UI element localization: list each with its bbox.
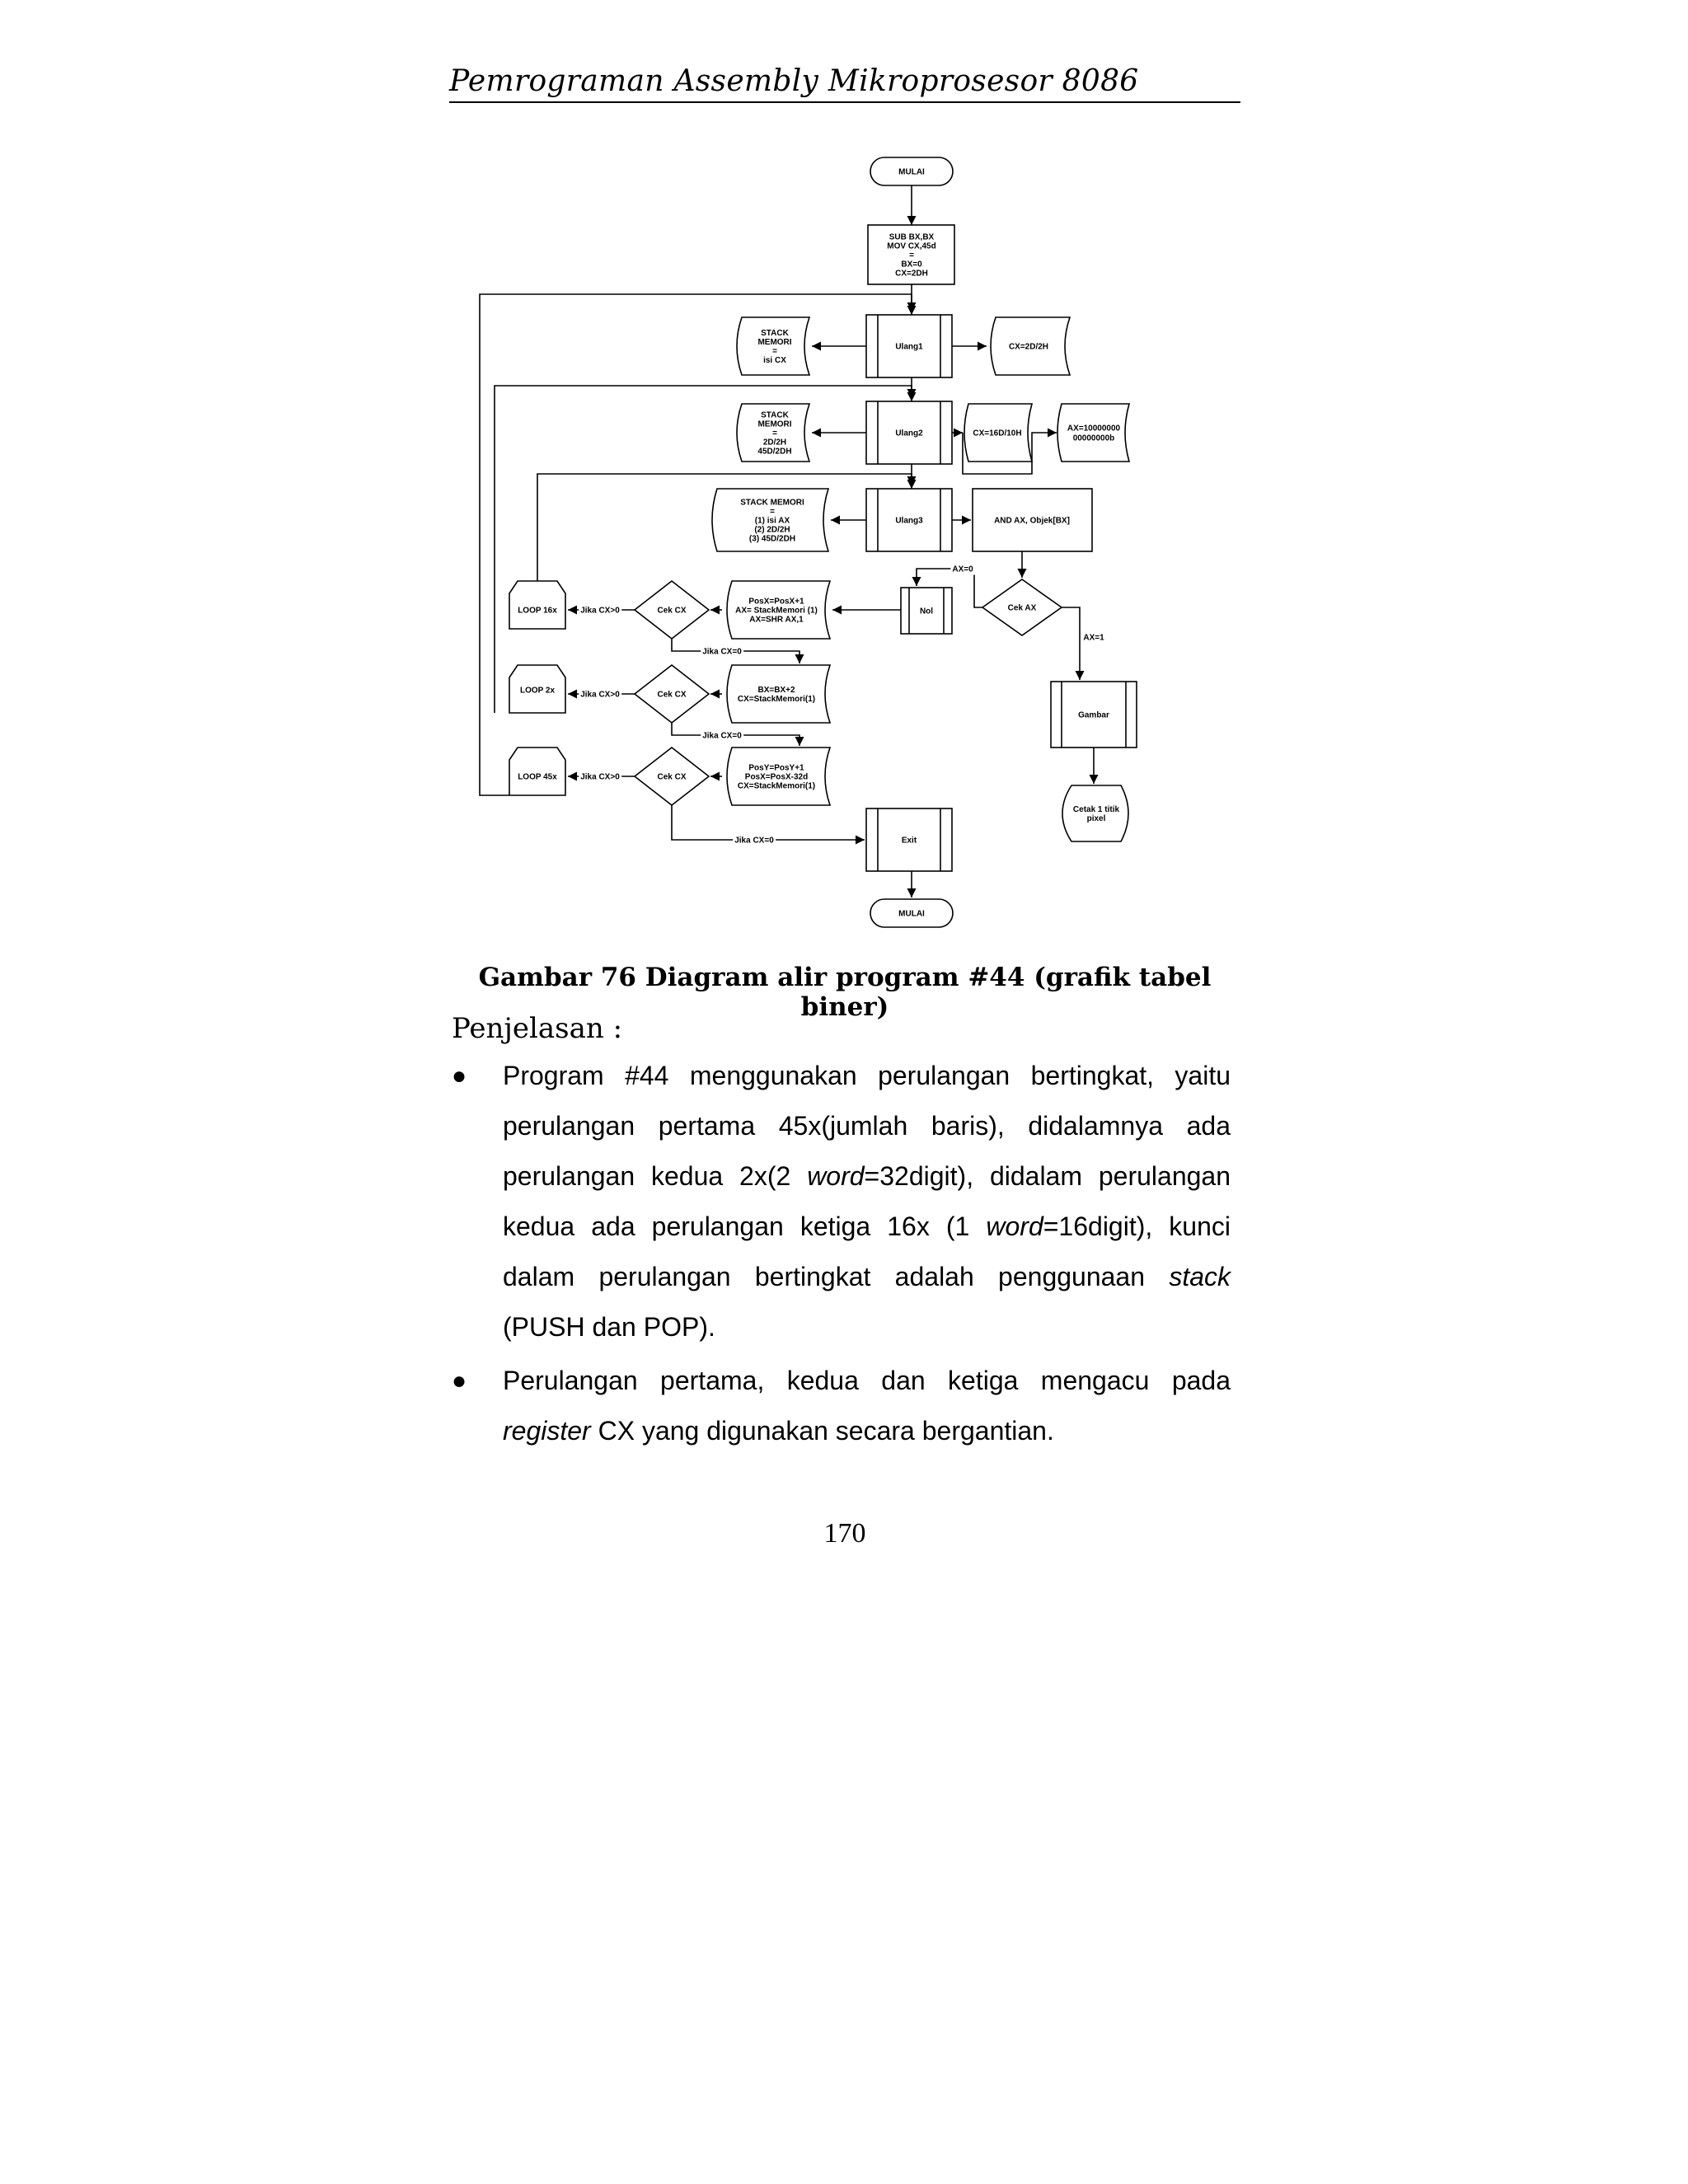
bx-label: BX=BX+2	[757, 686, 795, 695]
loop16-limit	[509, 581, 565, 629]
stack1-label: STACK	[761, 329, 789, 338]
stack2-label: STACK	[761, 410, 789, 420]
stack3-label: (1) isi AX	[754, 516, 790, 526]
jika-cx-gt0-label-3: Jika CX>0	[580, 772, 620, 782]
ulang2-label: Ulang2	[895, 429, 923, 438]
section-heading: Penjelasan :	[452, 1012, 623, 1045]
list-item	[452, 1051, 1231, 1352]
init-label: BX=0	[901, 260, 922, 269]
jika-cx-0-label-3: Jika CX=0	[734, 836, 774, 846]
running-header: Pemrograman Assembly Mikroprosesor 8086	[449, 64, 1240, 103]
figure-caption: Gambar 76 Diagram alir program #44 (grafik tabel biner)	[478, 963, 1212, 1022]
jika-cx-0-label-2: Jika CX=0	[702, 731, 742, 741]
end-label: MULAI	[898, 909, 925, 919]
cek-ax-label: Cek AX	[1007, 603, 1037, 613]
bullet-text-2: Perulangan pertama, kedua dan ketiga mengacu pada register CX yang digunakan secara bergantian.	[503, 1366, 1231, 1446]
bx-label: CX=StackMemori(1)	[737, 695, 816, 704]
stack3-label: (2) 2D/2H	[754, 525, 790, 535]
posy-label: CX=StackMemori(1)	[737, 781, 816, 791]
nol-label: Nol	[919, 607, 934, 616]
ax-init-label: 00000000b	[1072, 434, 1115, 443]
init-label: MOV CX,45d	[887, 241, 936, 251]
cx2-label: CX=16D/10H	[973, 429, 1022, 438]
flowchart-diagram	[470, 152, 1154, 935]
stack3-label: =	[770, 507, 775, 517]
loop45-limit	[509, 748, 565, 795]
jika-cx-gt0-label-2: Jika CX>0	[580, 690, 620, 700]
cek-cx-label-3: Cek CX	[657, 772, 687, 782]
cek-cx-label-2: Cek CX	[657, 690, 687, 700]
posy-label: PosY=PosY+1	[748, 763, 804, 773]
ax1-label: AX=1	[1083, 633, 1104, 643]
init-label: SUB BX,BX	[889, 232, 935, 242]
bullet-icon: ●	[452, 1062, 467, 1090]
ulang3-label: Ulang3	[895, 516, 923, 526]
stack3-label: STACK MEMORI	[740, 498, 804, 508]
stack2-label: MEMORI	[757, 419, 792, 429]
list-item	[452, 1356, 1231, 1456]
exit-label: Exit	[901, 836, 917, 846]
posx-label: AX= StackMemori (1)	[735, 606, 818, 616]
stack1-label: =	[772, 347, 777, 356]
posx-label: PosX=PosX+1	[748, 597, 804, 607]
posy-label: PosX=PosX-32d	[744, 772, 809, 782]
cetak-label: pixel	[1086, 814, 1106, 823]
stack2-label: =	[772, 429, 777, 438]
loop2-label: LOOP 2x	[519, 686, 556, 696]
stack2-label: 2D/2H	[762, 438, 787, 448]
jika-cx-0-label-1: Jika CX=0	[702, 647, 742, 657]
stack3-label: (3) 45D/2DH	[748, 534, 796, 544]
cx1-label: CX=2D/2H	[1008, 342, 1049, 352]
and-ax-label: AND AX, Objek[BX]	[994, 516, 1070, 526]
init-label: =	[909, 251, 914, 260]
gambar-label: Gambar	[1078, 710, 1109, 720]
start-label: MULAI	[898, 167, 925, 177]
jika-cx-gt0-label-1: Jika CX>0	[580, 606, 620, 616]
bullet-icon: ●	[452, 1367, 467, 1394]
page-number: 170	[823, 1518, 866, 1549]
init-label: CX=2DH	[895, 269, 928, 279]
bullet-text-1: Program #44 menggunakan perulangan bertingkat, yaitu perulangan pertama 45x(jumlah baris), didalamnya ada perulangan kedua 2x(2 word=32digit), didalam perulangan kedua ada perulangan ketiga 16x (1 word=16digit), kunci dalam perulangan bertingkat adalah penggunaan stack (PUSH dan POP).	[503, 1061, 1231, 1342]
cetak-label: Cetak 1 titik	[1072, 805, 1120, 814]
stack1-label: MEMORI	[757, 338, 792, 347]
stack1-label: isi CX	[763, 356, 786, 365]
loop45-label: LOOP 45x	[518, 772, 557, 782]
cek-cx-label-1: Cek CX	[657, 606, 687, 616]
stack2-label: 45D/2DH	[757, 447, 792, 457]
ax-init-label: AX=10000000	[1067, 424, 1121, 434]
explanation-list	[452, 1051, 1231, 1460]
loop16-label: LOOP 16x	[518, 606, 557, 616]
ulang1-label: Ulang1	[895, 342, 923, 352]
posx-label: AX=SHR AX,1	[749, 615, 804, 625]
ax0-label: AX=0	[952, 565, 973, 574]
